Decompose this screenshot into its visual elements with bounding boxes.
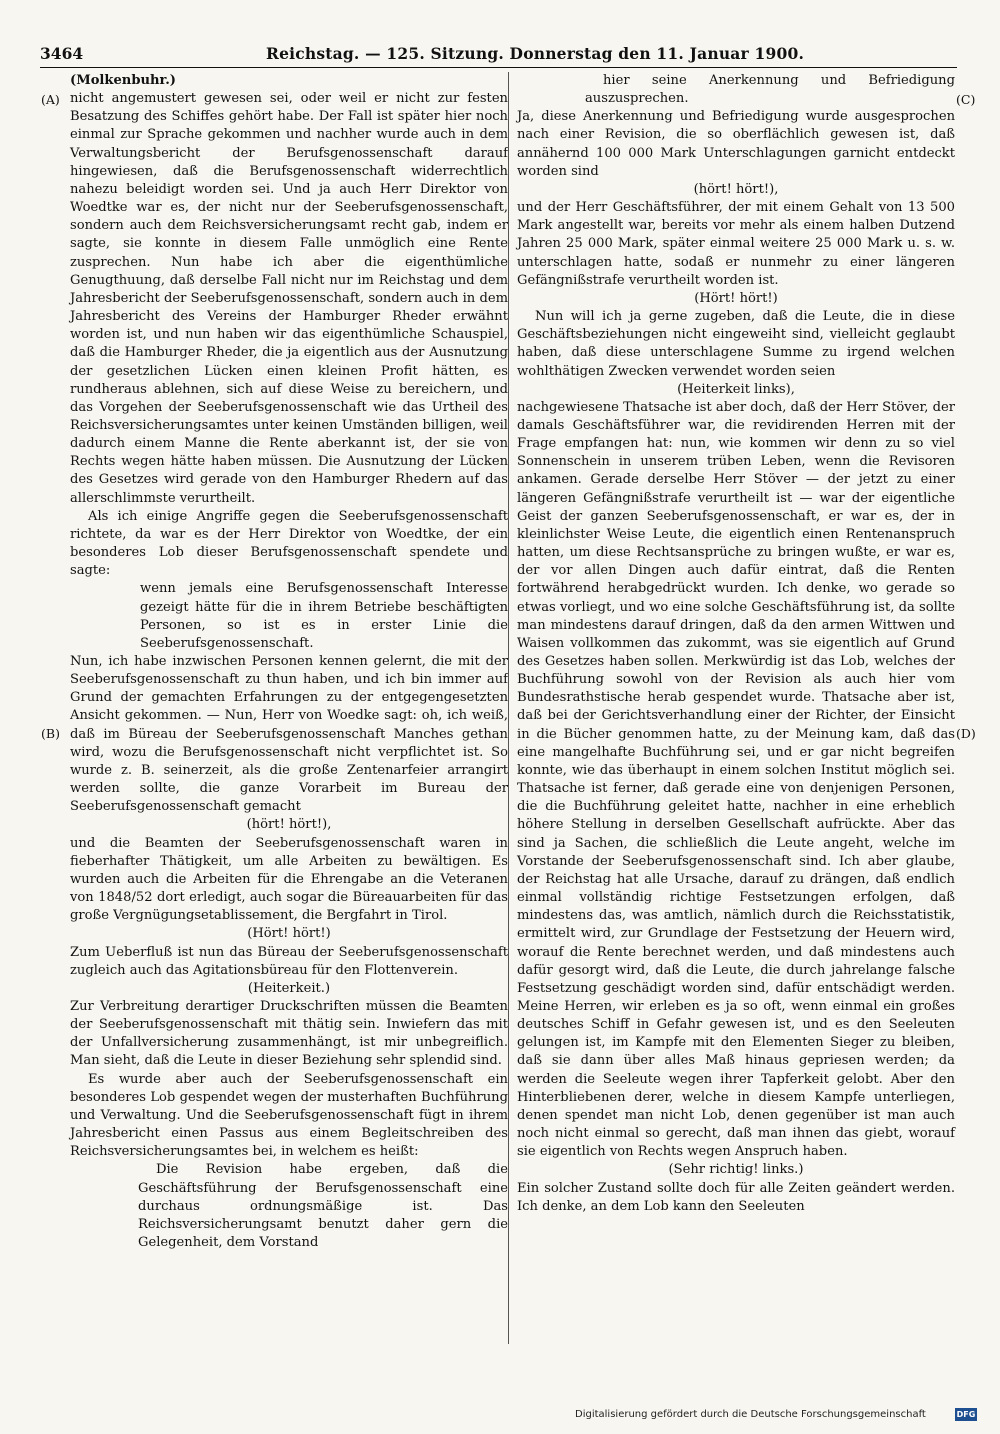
interjection: (hört! hört!), — [246, 817, 332, 833]
right-column — [517, 72, 955, 1216]
paragraph: Zum Ueberfluß ist nun das Büreau der Seeberufsgenossenschaft zugleich auch das Agitationsbüreau für den Flottenverein. — [70, 944, 508, 978]
paragraph: Ein solcher Zustand sollte doch für alle Zeiten geändert werden. Ich denke, an dem Lob kann den Seeleuten — [517, 1180, 955, 1214]
running-title: Reichstag. — 125. Sitzung. Donnerstag den 11. Januar 1900. — [266, 44, 805, 63]
paragraph: Als ich einige Angriffe gegen die Seeberufsgenossenschaft richtete, da war es der Herr Direktor von Woedtke, der ein besonderes Lob dieser Berufsgenossenschaft spendete und sagte: — [70, 508, 508, 579]
margin-marker-d: (D) — [956, 726, 976, 741]
column-divider — [508, 72, 509, 1344]
paragraph: Zur Verbreitung derartiger Druckschriften müssen die Beamten der Seeberufsgenossenschaft mit thätig sein. Inwiefern das mit der Unfallversicherung zusammenhängt, ist mir unbegreiflich. Man sieht, daß die Leute in dieser Beziehung sehr splendid sind. — [70, 998, 508, 1069]
quotation-paragraph: wenn jemals eine Berufsgenossenschaft Interesse gezeigt hätte für die in ihrem Betriebe beschäftigten Personen, so ist es in erster Linie die Seeberufsgenossenschaft. — [140, 581, 508, 651]
footer — [575, 1408, 975, 1426]
interjection: (Heiterkeit links), — [677, 381, 795, 397]
paragraph: und der Herr Geschäftsführer, der mit einem Gehalt von 13 500 Mark angestellt war, bereits vor mehr als einem halben Dutzend Jahren 25 000 Mark, später einmal weitere 25 000 Mark u. s. w. unterschlagen hatte, sodaß er nunmehr zu einer längeren Gefängnißstrafe verurtheilt worden ist. — [517, 200, 955, 288]
paragraph: nicht angemustert gewesen sei, oder weil er nicht zur festen Besatzung des Schiffes gehört habe. Der Fall ist später hier noch einmal zur Sprache gekommen und nachher wurde auch in dem Verwaltungsbericht der Berufsgenossenschaft darauf hingewiesen, daß die Berufsgenossenschaft widerrechtlich nahezu beleidigt worden sei. Und ja auch Herr Direktor von Woedtke war es, der nicht nur der Seeberufsgenossenschaft, sondern auch dem Reichsversicherungsamt recht gab, indem er sagte, sie konnte in diesem Falle unmöglich eine Rente zusprechen. Nun habe ich aber die eigenthümliche Genugthuung, daß derselbe Fall nicht nur im Reichstag und dem Jahresbericht der Seeberufsgenossenschaft, sondern auch in dem Jahresbericht des Vereins der Hamburger Rheder erwähnt worden ist, und nun haben wir das eigenthümliche Schauspiel, daß die Hamburger Rheder, die ja eigentlich aus der Ausnutzung der gesetzlichen Lücken einen kleinen Profit hätten, es rundheraus ablehnen, sich auf diese Weise zu bereichern, und das Vorgehen der Seeberufsgenossenschaft wie das Urtheil des Reichsversicherungsamtes unter keinen Umständen billigen, weil dadurch einem Manne die Rente aberkannt ist, der sie von Rechts wegen hätte haben müssen. Die Ausnutzung der Lücken des Gesetzes wird gerade von den Hamburger Rhedern auf das allerschlimmste verurtheilt. — [70, 91, 508, 506]
margin-marker-b: (B) — [41, 726, 60, 741]
interjection: (Sehr richtig! links.) — [668, 1162, 804, 1178]
paragraph: nachgewiesene Thatsache ist aber doch, daß der Herr Stöver, der damals Geschäftsführer war, die revidirenden Herren mit der Frage empfangen hat: nun, wie kommen wir denn zu so viel Sonnenschein in unserem trüben Leben, wenn die Revisoren ankamen. Gerade derselbe Herr Stöver — der jetzt zu einer längeren Gefängnißstrafe verurtheilt ist — war der eigentliche Geist der ganzen Seeberufsgenossenschaft, er war es, der in kleinlichster Weise Leute, die eigentlich einen Rentenanspruch hatten, um diese Rechtsansprüche zu bringen wußte, er war es, der vor allen Dingen auch dafür eintrat, daß die Renten fortwährend herabgedrückt wurden. Ich denke, wo gerade so etwas vorliegt, und wo eine solche Geschäftsführung ist, da sollte man mindestens darauf dringen, daß da den armen Wittwen und Waisen vollkommen das zukommt, was sie eigentlich auf Grund des Gesetzes haben sollen. Merkwürdig ist das Lob, welches der Buchführung sowohl von der Revision als auch hier vom Bundesrathstische herab gespendet wurde. Thatsache aber ist, daß bei der Gerichtsverhandlung einer der Richter, der Einsicht in die Bücher genommen hatte, zu der Meinung kam, daß das eine mangelhafte Buchführung sei, und er gar nicht begreifen konnte, wie das überhaupt in einem solchen Institut möglich sei. Thatsache ist ferner, daß gerade eine von denjenigen Personen, die die Buchführung geleitet hatte, nachher in eine erheblich höhere Stellung in derselben Gesellschaft aufrückte. Aber das sind ja Sachen, die schließlich die Leute angeht, welche im Vorstande der Seeberufsgenossenschaft sind. Ich aber glaube, der Reichstag hat alle Ursache, darauf zu drängen, daß endlich einmal vollständig richtige Festsetzungen erfolgen, daß mindestens das, was amtlich, nämlich durch die Reichsstatistik, ermittelt wird, zur Grundlage der Festsetzung der Heuern wird, worauf die Rente berechnet werden, und daß mindestens auch dafür gesorgt wird, daß die Leute, die durch jahrelange falsche Festsetzung geschädigt worden sind, dafür entschädigt werden. Meine Herren, wir erleben es ja so oft, wenn einmal ein großes deutsches Schiff in Gefahr gewesen ist, und es den Seeleuten gelungen ist, im Kampfe mit den Elementen Sieger zu bleiben, daß sie dann über alles Maß hinaus gepriesen werden; da werden die Seeleute wegen ihrer Tapferkeit gelobt. Aber den Hinterbliebenen derer, welche in diesem Kampfe unterliegen, denen spendet man nicht Lob, denen gegenüber ist man auch noch nicht einmal so gerecht, daß man ihnen das giebt, worauf sie eigentlich von Rechts wegen Anspruch haben. — [517, 399, 955, 1160]
left-column — [70, 72, 508, 1252]
dfg-logo: DFG — [956, 1410, 976, 1419]
interjection: (Hört! hört!) — [694, 290, 778, 306]
quotation-paragraph: hier seine Anerkennung und Befriedigung auszusprechen. — [585, 73, 955, 107]
paragraph: Es wurde aber auch der Seeberufsgenossenschaft ein besonderes Lob gespendet wegen der musterhaften Buchführung und Verwaltung. Und die Seeberufsgenossenschaft fügt in ihrem Jahresbericht einen Passus aus einem Begleitschreiben des Reichsversicherungsamtes bei, in welchem es heißt: — [70, 1071, 508, 1160]
header-rule — [40, 67, 957, 68]
funding-credit: Digitalisierung gefördert durch die Deutsche Forschungsgemeinschaft — [575, 1409, 926, 1420]
running-header — [40, 44, 957, 66]
margin-marker-c: (C) — [956, 92, 976, 107]
page-number: 3464 — [40, 44, 84, 63]
paragraph: Nun, ich habe inzwischen Personen kennen gelernt, die mit der Seeberufsgenossenschaft zu thun haben, und ich bin immer auf Grund der gemachten Erfahrungen zu der entgegengesetzten Ansicht gekommen. — Nun, Herr von Woedke sagt: oh, ich weiß, daß im Büreau der Seeberufsgenossenschaft Manches gethan wird, wozu die Berufsgenossenschaft nicht verpflichtet ist. So wurde z. B. seinerzeit, als die große Zentenarfeier arrangirt werden sollte, die ganze Vorarbeit im Bureau der Seeberufsgenossenschaft gemacht — [70, 654, 508, 815]
quotation-paragraph: Die Revision habe ergeben, daß die Geschäftsführung der Berufsgenossenschaft eine durchaus ordnungsmäßige ist. Das Reichsversicherungsamt benutzt daher gern die Gelegenheit, dem Vorstand — [138, 1162, 508, 1250]
margin-marker-a: (A) — [41, 92, 60, 107]
interjection: (hört! hört!), — [693, 181, 779, 197]
interjection: (Hört! hört!) — [247, 926, 331, 942]
paragraph: Ja, diese Anerkennung und Befriedigung wurde ausgesprochen nach einer Revision, die so oberflächlich gewesen ist, daß annähernd 100 000 Mark Unterschlagungen garnicht entdeckt worden sind — [517, 109, 955, 179]
paragraph: Nun will ich ja gerne zugeben, daß die Leute, die in diese Geschäftsbeziehungen nicht eingeweiht sind, vielleicht geglaubt haben, daß diese unterschlagene Summe zu irgend welchen wohlthätigen Zwecken verwendet worden seien — [517, 309, 955, 379]
paragraph: und die Beamten der Seeberufsgenossenschaft waren in fieberhafter Thätigkeit, um alle Arbeiten zu bewältigen. Es wurden auch die Arbeiten für die Ehrengabe an die Veteranen von 1848/52 dort erledigt, auch sogar die Büreauarbeiten für das große Vergnügungsetablissement, die Bergfahrt in Tirol. — [70, 835, 508, 924]
speaker-name: (Molkenbuhr.) — [70, 73, 176, 88]
interjection: (Heiterkeit.) — [247, 980, 331, 996]
